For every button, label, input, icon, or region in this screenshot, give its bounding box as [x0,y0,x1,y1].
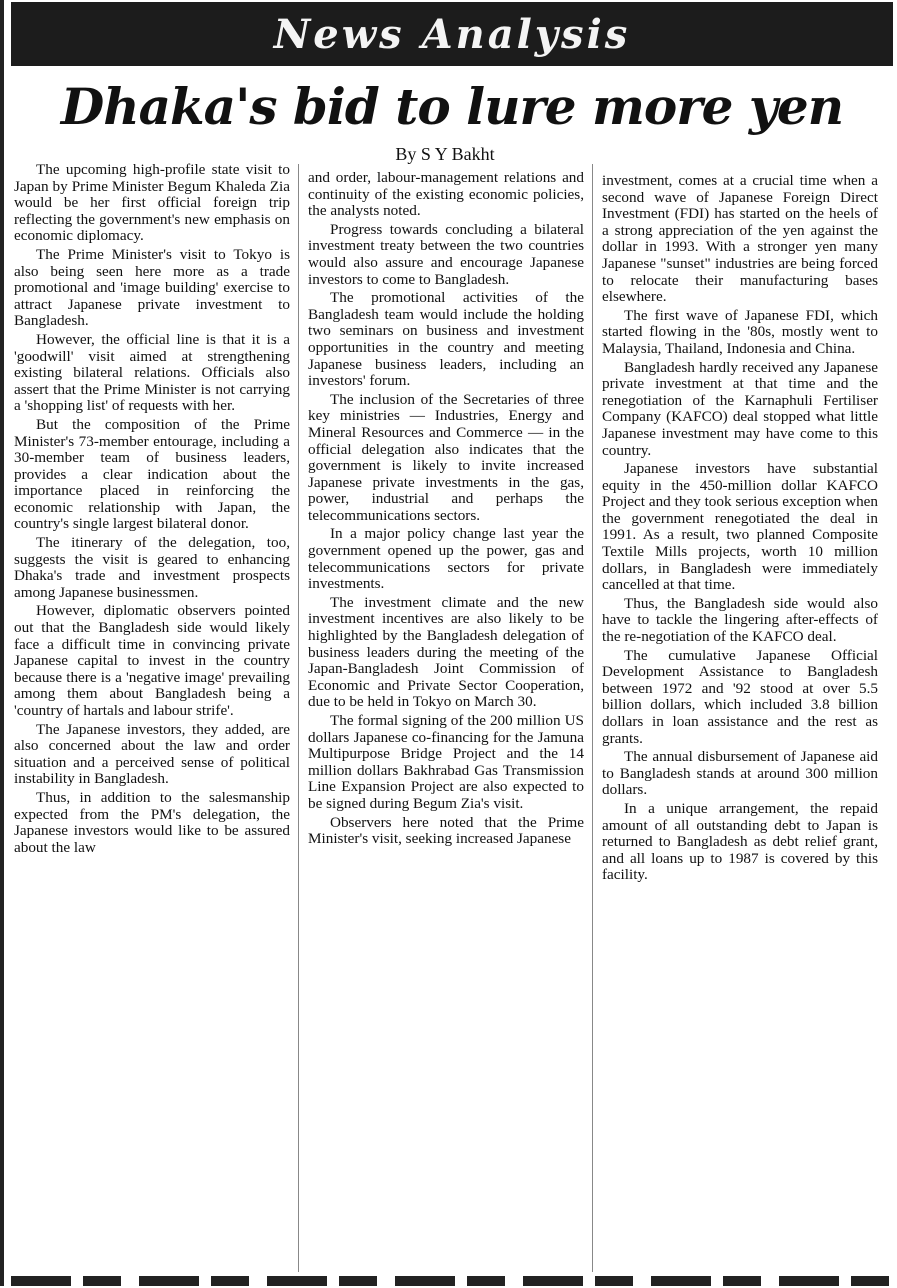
paragraph: Thus, the Bangladesh side would also have to tackle the lingering after-effects of the re-negotiation of the KAFCO deal. [602,594,878,646]
paragraph: and order, labour-management relations and continuity of the existing economic policies, the analysts noted. [308,170,584,220]
article-column-1 [14,162,290,1277]
article-column-2 [308,170,584,1285]
paragraph: Observers here noted that the Prime Minister's visit, seeking increased Japanese [308,813,584,848]
paragraph: The itinerary of the delegation, too, suggests the visit is geared to enhancing Dhaka's trade and investment prospects among Japanese businessmen. [14,534,290,601]
page-edge-rule [0,0,4,1286]
paragraph: However, diplomatic observers pointed out that the Bangladesh side would likely face a difficult time in convincing private Japanese capital to invest in the country because there is a 'negative image' prevailing among them about Bangladesh being a 'country of hartals and labour strife'. [14,602,290,719]
paragraph: But the composition of the Prime Minister's 73-member entourage, including a 30-member team of business leaders, provides a clear indication about the importance placed in reinforcing the economic relationship with Japan, the country's single largest bilateral donor. [14,415,290,533]
paragraph: The upcoming high-profile state visit to Japan by Prime Minister Begum Khaleda Zia would be her first official foreign trip reflecting the government's new emphasis on economic diplomacy. [14,162,290,245]
cropped-next-headline [11,1276,893,1286]
section-banner [11,2,893,66]
paragraph: The inclusion of the Secretaries of three key ministries — Industries, Energy and Mineral Resources and Commerce — in the official delegation also indicates that the government is likely to invite increased Japanese private investments in the gas, power, industrial and perhaps the telecommunications sectors. [308,390,584,524]
paragraph: Progress towards concluding a bilateral investment treaty between the two countries would also assure and encourage Japanese investors to come to Bangladesh. [308,220,584,288]
section-title: News Analysis [273,10,631,58]
paragraph: The cumulative Japanese Official Development Assistance to Bangladesh between 1972 and '92 stood at over 5.5 billion dollars, which included 3.8 billion dollars in loan assistance and the rest as grants. [602,646,878,747]
paragraph: The investment climate and the new investment incentives are also likely to be highlighted by the Bangladesh delegation of business leaders during the meeting of the Japan-Bangladesh Joint Commission of Economic and Private Sector Cooperation, due to be held in Tokyo on March 30. [308,593,584,711]
paragraph: The Prime Minister's visit to Tokyo is also being seen here more as a trade promotional and 'image building' exercise to attract Japanese private investment to Bangladesh. [14,245,290,330]
paragraph: The formal signing of the 200 million US dollars Japanese co-financing for the Jamuna Multipurpose Bridge Project and the 14 million dollars Bakhrabad Gas Transmission Line Expansion Project are also expected to be signed during Begum Zia's visit. [308,712,584,812]
paragraph: Japanese investors have substantial equity in the 450-million dollar KAFCO Project and they took serious exception when the government renegotiated the deal in 1991. As a result, two planned Composite Textile Mills projects, worth 10 million dollars, in Bangladesh were immediately cancelled at that time. [602,460,878,594]
paragraph: In a major policy change last year the government opened up the power, gas and telecommunications sectors for private investments. [308,525,584,593]
paragraph: However, the official line is that it is a 'goodwill' visit aimed at strengthening existing bilateral relations. Officials also assert that the Prime Minister is not carrying a 'shopping list' of requests with her. [14,330,290,415]
paragraph: In a unique arrangement, the repaid amount of all outstanding debt to Japan is returned to Bangladesh as debt relief grant, and all loans up to 1987 is covered by this facility. [602,799,878,884]
column-divider [592,164,593,1272]
paragraph: The promotional activities of the Bangladesh team would include the holding two seminars on business and investment opportunities in the country and meeting Japanese business leaders, including an investors' forum. [308,289,584,390]
paragraph: The annual disbursement of Japanese aid to Bangladesh stands at around 300 million dollars. [602,748,878,799]
paragraph: investment, comes at a crucial time when a second wave of Japanese Foreign Direct Investment (FDI) has started on the heels of a strong appreciation of the yen against the dollar in 1993. With a stronger yen many Japanese "sunset" industries are being forced to relocate their manufacturing bases elsewhere. [602,173,878,306]
paragraph: The first wave of Japanese FDI, which started flowing in the '80s, mostly went to Malaysia, Thailand, Indonesia and China. [602,306,878,357]
column-divider [298,164,299,1272]
byline: By S Y Bakht [395,144,495,164]
paragraph: The Japanese investors, they added, are also concerned about the law and order situation and a perceived sense of political instability in Bangladesh. [14,720,290,788]
headline: Dhaka's bid to lure more yen [60,76,844,136]
article-column-3 [602,173,878,1288]
paragraph: Bangladesh hardly received any Japanese private investment at that time and the renegotiation of the Karnaphuli Fertiliser Company (KAFCO) deal stopped what little Japanese investment may have come to this country. [602,358,878,459]
paragraph: Thus, in addition to the salesmanship expected from the PM's delegation, the Japanese investors would like to be assured about the law [14,788,290,856]
